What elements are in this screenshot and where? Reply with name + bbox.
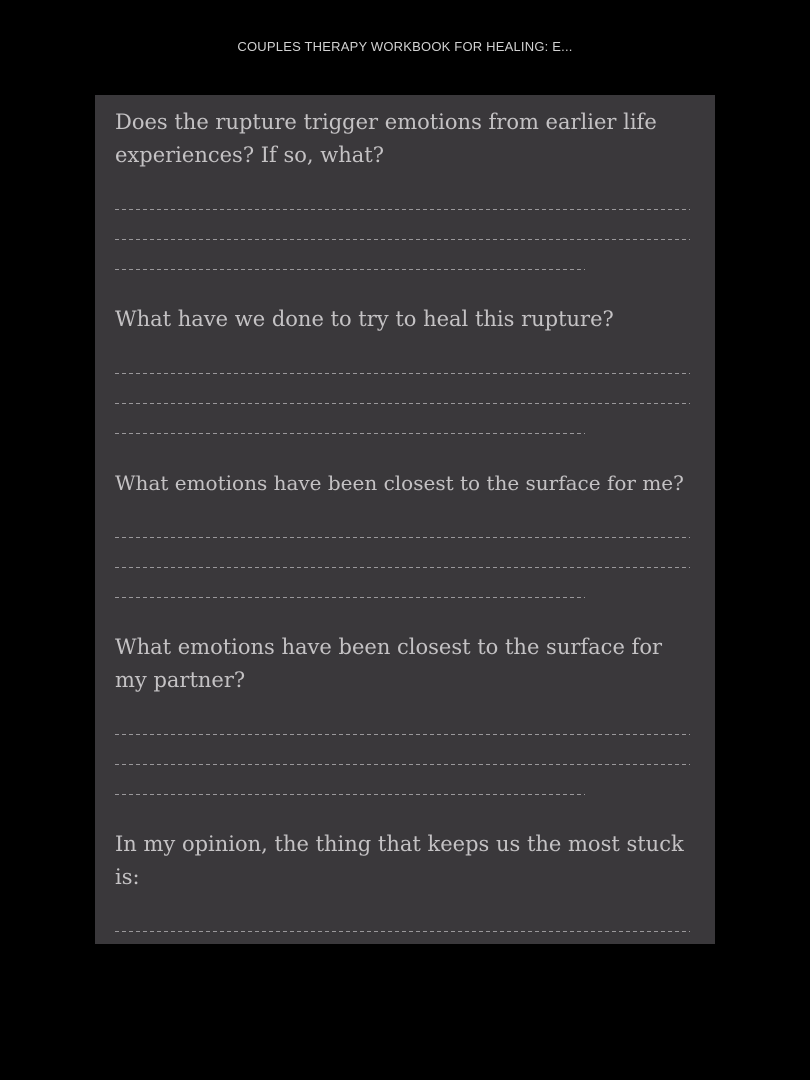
answer-line bbox=[115, 583, 695, 613]
answer-line bbox=[115, 225, 695, 255]
question-text: Does the rupture trigger emotions from earlier life experiences? If so, what? bbox=[115, 110, 657, 167]
question-text: What have we done to try to heal this rupture? bbox=[115, 307, 614, 331]
answer-lines bbox=[115, 359, 695, 449]
answer-lines bbox=[115, 917, 695, 944]
answer-line bbox=[115, 359, 695, 389]
answer-line bbox=[115, 389, 695, 419]
answer-lines bbox=[115, 523, 695, 613]
question-text: What emotions have been closest to the surface for me? bbox=[115, 471, 684, 495]
answer-line bbox=[115, 419, 695, 449]
book-title: COUPLES THERAPY WORKBOOK FOR HEALING: E... bbox=[237, 39, 573, 54]
workbook-question-section bbox=[115, 106, 695, 285]
book-page[interactable] bbox=[95, 95, 715, 944]
answer-line bbox=[115, 750, 695, 780]
answer-lines bbox=[115, 720, 695, 810]
answer-line bbox=[115, 720, 695, 750]
workbook-question-section bbox=[115, 828, 695, 944]
answer-line bbox=[115, 255, 695, 285]
answer-line bbox=[115, 553, 695, 583]
question-text: In my opinion, the thing that keeps us the most stuck is: bbox=[115, 832, 684, 889]
answer-lines bbox=[115, 195, 695, 285]
answer-line bbox=[115, 917, 695, 944]
workbook-question-section bbox=[115, 467, 695, 613]
workbook-question-section bbox=[115, 631, 695, 810]
answer-line bbox=[115, 523, 695, 553]
answer-line bbox=[115, 195, 695, 225]
answer-line bbox=[115, 780, 695, 810]
question-text: What emotions have been closest to the surface for my partner? bbox=[115, 635, 663, 692]
workbook-question-section bbox=[115, 303, 695, 449]
